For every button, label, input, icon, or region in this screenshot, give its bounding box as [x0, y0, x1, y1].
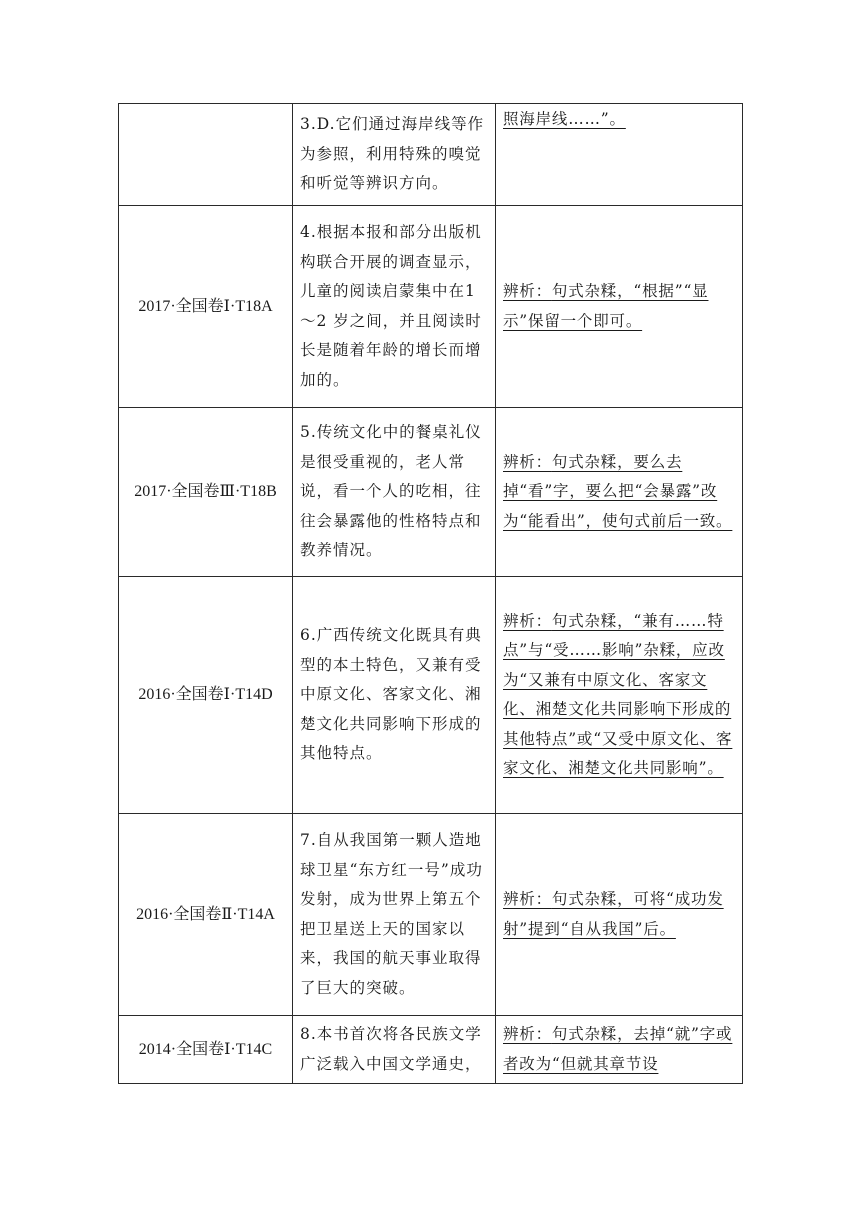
analysis-cell [496, 104, 743, 206]
question-cell: 5.传统文化中的餐桌礼仪是很受重视的，老人常说，看一个人的吃相，往往会暴露他的性格特点和教养情况。 [293, 408, 496, 577]
analysis-cell [496, 814, 743, 1016]
analysis-cell [496, 577, 743, 814]
question-cell: 8.本书首次将各民族文学广泛载入中国文学通史， [293, 1016, 496, 1084]
error-analysis-table [118, 103, 743, 1084]
analysis-cell [496, 408, 743, 577]
analysis-cell [496, 206, 743, 408]
question-cell: 3.D.它们通过海岸线等作为参照，利用特殊的嗅觉和听觉等辨识方向。 [293, 104, 496, 206]
table-row [119, 1016, 743, 1084]
analysis-text: 照海岸线……”。 [503, 110, 626, 128]
analysis-cell [496, 1016, 743, 1084]
analysis-text: 句式杂糅，要么去掉“看”字，要么把“会暴露”改为“能看出”，使句式前后一致。 [503, 452, 733, 530]
analysis-label: 辨析： [503, 611, 552, 630]
question-cell: 4.根据本报和部分出版机构联合开展的调查显示，儿童的阅读启蒙集中在1～2 岁之间，并且阅读时长是随着年龄的增长而增加的。 [293, 206, 496, 408]
analysis-label: 辨析： [503, 1025, 552, 1043]
table-row [119, 577, 743, 814]
document-page [118, 103, 742, 1084]
question-cell: 6.广西传统文化既具有典型的本土特色，又兼有受中原文化、客家文化、湘楚文化共同影响下形成的其他特点。 [293, 577, 496, 814]
source-cell: 2017·全国卷Ⅰ·T18A [119, 206, 293, 408]
table-row [119, 206, 743, 408]
source-cell: 2014·全国卷Ⅰ·T14C [119, 1016, 293, 1084]
table-row [119, 408, 743, 577]
analysis-text: 句式杂糅，“根据”“显示”保留一个即可。 [503, 282, 709, 330]
source-cell [119, 104, 293, 206]
table-row [119, 814, 743, 1016]
analysis-label: 辨析： [503, 452, 552, 471]
source-cell: 2017·全国卷Ⅲ·T18B [119, 408, 293, 577]
table-row [119, 104, 743, 206]
question-cell: 7.自从我国第一颗人造地球卫星“东方红一号”成功发射，成为世界上第五个把卫星送上天的国家以来，我国的航天事业取得了巨大的突破。 [293, 814, 496, 1016]
source-cell: 2016·全国卷Ⅰ·T14D [119, 577, 293, 814]
analysis-text: 句式杂糅，去掉“就”字或者改为“但就其章节设 [503, 1025, 733, 1073]
analysis-text: 句式杂糅，可将“成功发射”提到“自从我国”后。 [503, 890, 724, 938]
analysis-label: 辨析： [503, 282, 552, 300]
analysis-text: 句式杂糅，“兼有……特点”与“受……影响”杂糅，应改为“又兼有中原文化、客家文化、湘楚文化共同影响下形成的其他特点”或“又受中原文化、客家文化、湘楚文化共同影响”。 [503, 611, 733, 777]
source-cell: 2016·全国卷Ⅱ·T14A [119, 814, 293, 1016]
analysis-label: 辨析： [503, 890, 552, 908]
